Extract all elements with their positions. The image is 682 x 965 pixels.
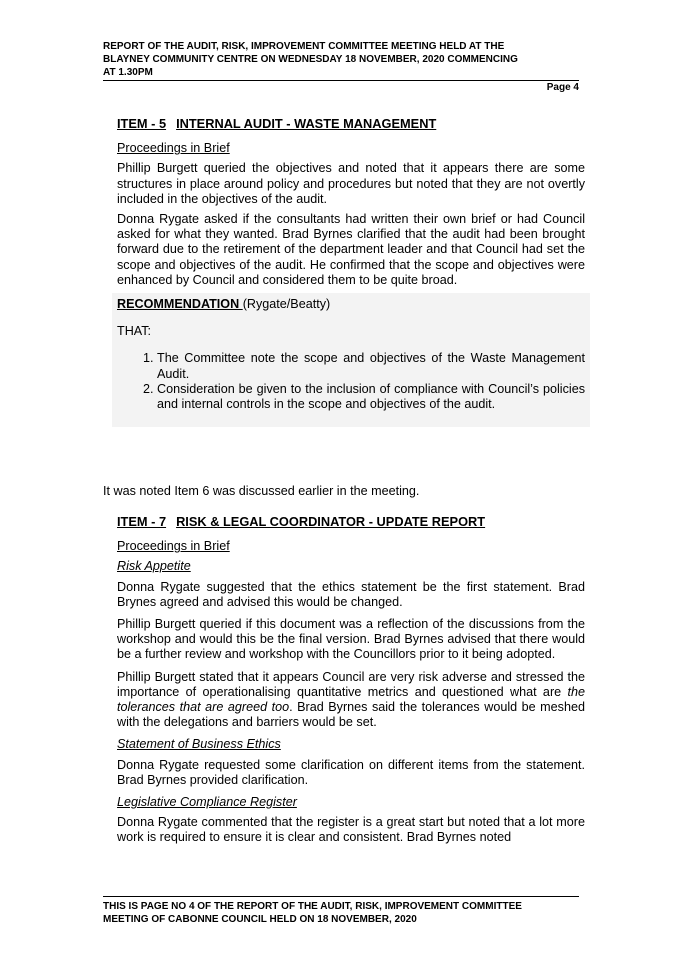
header-line-3: AT 1.30PM [103,67,153,78]
item-7-section [117,514,585,853]
footer-line-2: MEETING OF CABONNE COUNCIL HELD ON 18 NOVEMBER, 2020 [103,914,417,925]
recommendation-point: 1. The Committee note the scope and objectives of the Waste Management Audit. [157,351,585,381]
item-5-paragraph-2: Donna Rygate asked if the consultants had written their own brief or had Council asked for what they wanted. Brad Byrnes clarified that the audit had been brought forward due to the retirement of the department leader and that Council had set the scope and objectives of the audit. He confirmed that the scope and objectives were enhanced by Council and considered them to be quite broad. [117,212,585,287]
recommendation-point: 2. Consideration be given to the inclusion of compliance with Council’s policies and internal controls in the scope and objectives of the audit. [157,382,585,412]
recommendation-label: RECOMMENDATION [117,297,243,312]
item-5-number: ITEM - 5 [117,116,167,131]
item-7-number: ITEM - 7 [117,514,167,529]
item-5-section [117,116,585,427]
risk-paragraph-3-b: . Brad Byrnes said the tolerances would be meshed with the delegations and barriers would be set. [117,700,585,730]
risk-paragraph-2: Phillip Burgett queried if this document was a reflection of the discussions from the workshop and would this be the final version. Brad Byrnes advised that there would be a further review and workshop with the Councillors prior to it being adopted. [117,617,585,662]
item-5-title-text: INTERNAL AUDIT - WASTE MANAGEMENT [176,116,437,131]
risk-paragraph-1: Donna Rygate suggested that the ethics statement be the first statement. Brad Brynes agreed and advised this would be changed. [117,579,585,609]
item-6-note: It was noted Item 6 was discussed earlier in the meeting. [103,484,420,498]
item-5-proceedings-heading: Proceedings in Brief [117,141,230,156]
recommendation-box [112,293,590,427]
item-7-title-text: RISK & LEGAL COORDINATOR - UPDATE REPORT [176,514,486,529]
recommendation-movers: (Rygate/Beatty) [242,297,331,312]
page-footer [103,896,579,926]
recommendation-list [117,351,585,412]
item-5-paragraph-1: Phillip Burgett queried the objectives and noted that it appears there are some structures in place around policy and procedures but noted that they are not overtly included in the objectives of the audit. [117,161,585,206]
footer-line-1: THIS IS PAGE NO 4 OF THE REPORT OF THE AUDIT, RISK, IMPROVEMENT COMMITTEE [103,901,522,912]
risk-paragraph-3-italic: the tolerances that are agreed too [117,684,585,715]
legislative-compliance-heading: Legislative Compliance Register [117,795,297,810]
page-number: Page 4 [546,82,579,93]
risk-appetite-heading: Risk Appetite [117,559,191,574]
item-7-title [117,514,585,529]
risk-paragraph-3-a: Phillip Burgett stated that it appears Council are very risk adverse and stressed the importance of operationalising quantitative metrics and questioned what are [117,669,585,699]
ethics-paragraph: Donna Rygate requested some clarification on different items from the statement. Brad Byrnes provided clarification. [117,757,585,787]
header-line-1: REPORT OF THE AUDIT, RISK, IMPROVEMENT COMMITTEE MEETING HELD AT THE [103,41,505,52]
item-5-title [117,116,585,131]
risk-paragraph-3 [117,670,585,731]
recommendation-heading [117,297,585,312]
legislative-paragraph: Donna Rygate commented that the register is a great start but noted that a lot more work is required to ensure it is clear and consistent. Brad Byrnes noted [117,815,585,845]
recommendation-that: THAT: [117,324,152,339]
page-header [103,40,579,81]
item-7-proceedings-heading: Proceedings in Brief [117,539,230,554]
business-ethics-heading: Statement of Business Ethics [117,737,281,752]
header-line-2: BLAYNEY COMMUNITY CENTRE ON WEDNESDAY 18 NOVEMBER, 2020 COMMENCING [103,54,518,65]
